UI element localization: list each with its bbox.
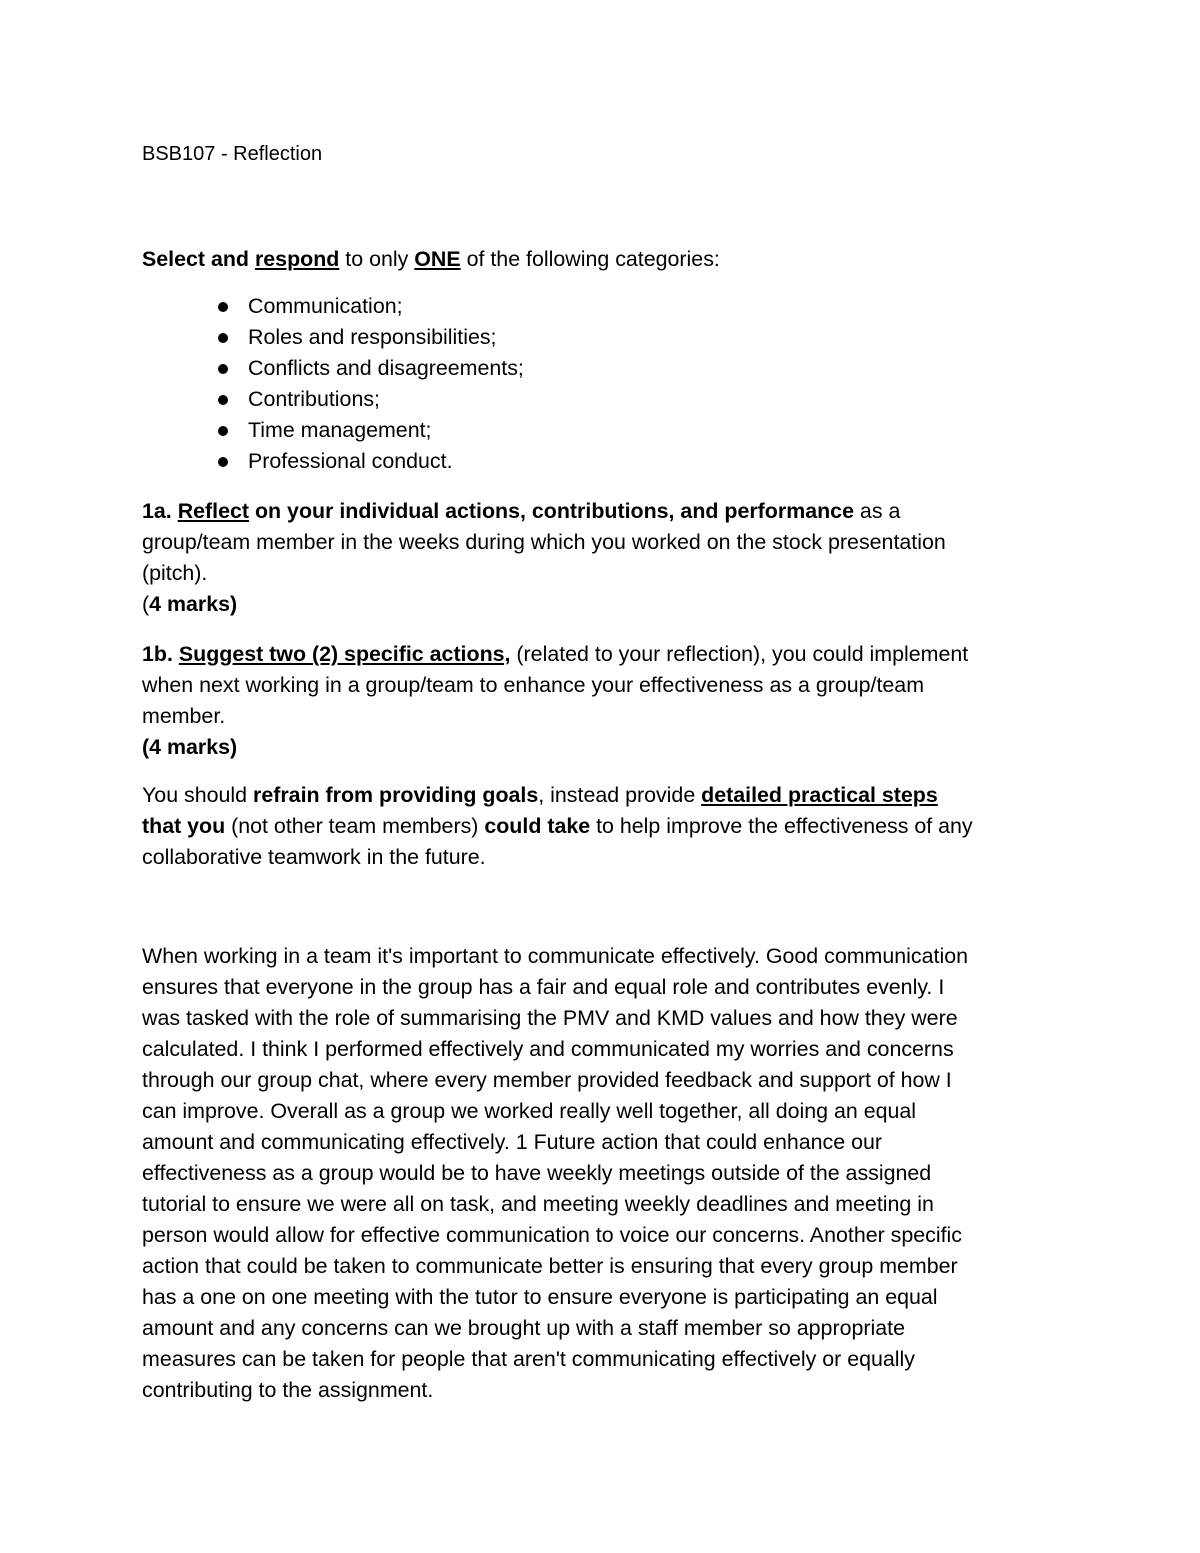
response-line: amount and communicating effectively. 1 Future action that could enhance our [142, 1130, 883, 1154]
category-item [142, 353, 524, 384]
question-1a-marks [142, 589, 237, 620]
bullet-icon [218, 333, 228, 343]
bullet-icon [218, 364, 228, 374]
marks-open-paren: ( [142, 592, 150, 616]
response-line: can improve. Overall as a group we worked really well together, all doing an equal [142, 1099, 917, 1123]
response-line: was tasked with the role of summarising the PMV and KMD values and how they were [142, 1006, 958, 1030]
question-1a-keyword: Reflect [177, 499, 250, 523]
category-item [142, 322, 524, 353]
guidance-text [142, 780, 1072, 873]
guidance-part: , instead provide [538, 783, 702, 807]
category-item [142, 415, 524, 446]
category-item [142, 446, 524, 477]
category-label: Roles and responsibilities; [248, 325, 497, 349]
question-1a-label: 1a. [142, 499, 172, 523]
bullet-icon [218, 457, 228, 467]
question-1b-line1-tail: (related to your reflection), you could implement [510, 642, 969, 666]
response-line: contributing to the assignment. [142, 1378, 434, 1402]
question-1b-line2: when next working in a group/team to enhance your effectiveness as a group/team [142, 673, 925, 697]
question-1b [142, 639, 1072, 732]
question-1b-line3: member. [142, 704, 226, 728]
bullet-icon [218, 395, 228, 405]
instruction-to-only: to only [339, 247, 415, 271]
bullet-icon [218, 302, 228, 312]
guidance-emphasis-underlined: detailed practical steps [701, 783, 938, 807]
guidance-part: (not other team members) [225, 814, 485, 838]
instruction-respond: respond [254, 247, 340, 271]
instruction-one: ONE [414, 247, 461, 271]
response-line: effectiveness as a group would be to have weekly meetings outside of the assigned [142, 1161, 932, 1185]
response-paragraph [142, 941, 1072, 1406]
guidance-part: to help improve the effectiveness of any [590, 814, 973, 838]
response-line: measures can be taken for people that aren't communicating effectively or equally [142, 1347, 915, 1371]
category-label: Communication; [248, 294, 403, 318]
guidance-part: You should [142, 783, 254, 807]
response-line: person would allow for effective communication to voice our concerns. Another specific [142, 1223, 962, 1247]
response-line: ensures that everyone in the group has a fair and equal role and contributes evenly. I [142, 975, 945, 999]
response-line: calculated. I think I performed effectively and communicated my worries and concerns [142, 1037, 954, 1061]
category-label: Time management; [248, 418, 432, 442]
guidance-emphasis: refrain from providing goals [253, 783, 539, 807]
response-line: has a one on one meeting with the tutor to ensure everyone is participating an equal [142, 1285, 938, 1309]
instruction-text [142, 244, 720, 275]
response-line: When working in a team it's important to communicate effectively. Good communication [142, 944, 969, 968]
question-1b-keyword: Suggest two (2) specific actions, [178, 642, 511, 666]
question-1a-line3: (pitch). [142, 561, 208, 585]
instruction-select: Select and [142, 247, 249, 271]
category-item [142, 384, 524, 415]
instruction-tail: of the following categories: [460, 247, 720, 271]
guidance-emphasis: could take [484, 814, 591, 838]
question-1a-bold-text: on your individual actions, contributions, and performance [249, 499, 854, 523]
response-line: action that could be taken to communicate better is ensuring that every group member [142, 1254, 958, 1278]
category-item [142, 291, 524, 322]
response-line: amount and any concerns can we brought up with a staff member so appropriate [142, 1316, 905, 1340]
category-label: Professional conduct. [248, 449, 453, 473]
category-label: Contributions; [248, 387, 380, 411]
response-line: through our group chat, where every member provided feedback and support of how I [142, 1068, 952, 1092]
guidance-emphasis: that you [142, 814, 226, 838]
guidance-part: collaborative teamwork in the future. [142, 845, 486, 869]
category-list [142, 291, 524, 477]
question-1b-label: 1b. [142, 642, 173, 666]
question-1a [142, 496, 1072, 589]
document-title: BSB107 - Reflection [142, 143, 323, 165]
bullet-icon [218, 426, 228, 436]
response-line: tutorial to ensure we were all on task, and meeting weekly deadlines and meeting in [142, 1192, 934, 1216]
question-1a-line1-tail: as a [853, 499, 901, 523]
category-label: Conflicts and disagreements; [248, 356, 524, 380]
question-1a-line2: group/team member in the weeks during which you worked on the stock presentation [142, 530, 946, 554]
question-1b-marks [142, 732, 237, 763]
marks-value: 4 marks) [149, 592, 238, 616]
marks-value: (4 marks) [142, 735, 238, 759]
